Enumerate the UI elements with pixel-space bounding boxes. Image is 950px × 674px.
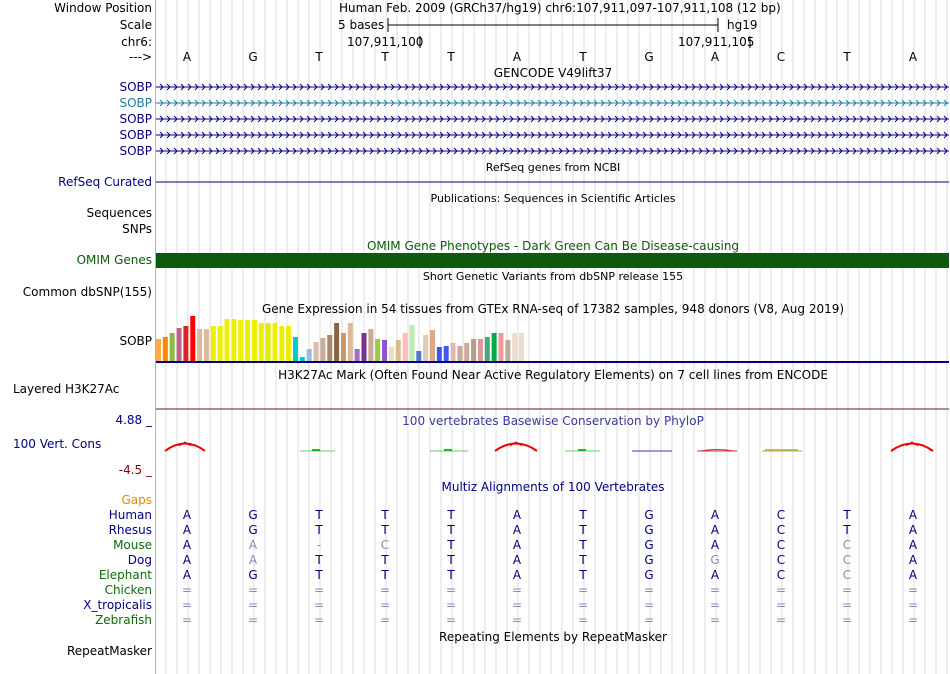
gtex-bar [320, 338, 325, 361]
species-label[interactable]: Human [108, 508, 152, 522]
alignment-base: = [908, 598, 919, 612]
species-label[interactable]: Chicken [104, 583, 152, 597]
gtex-bar [259, 323, 264, 361]
gencode-gene-label[interactable]: SOBP [119, 144, 152, 158]
gtex-bar [341, 333, 346, 361]
alignment-base: = [644, 583, 655, 597]
alignment-base: A [908, 508, 918, 522]
alignment-base: T [381, 553, 389, 567]
alignment-base: C [776, 538, 786, 552]
species-label[interactable]: Mouse [113, 538, 152, 552]
gencode-gene-label[interactable]: SOBP [119, 112, 152, 126]
alignment-base: A [710, 523, 720, 537]
gtex-expression-bars [156, 316, 524, 361]
alignment-base: G [644, 508, 654, 522]
alignment-base: = [908, 613, 919, 627]
gtex-bar [451, 343, 456, 361]
alignment-base: = [512, 613, 523, 627]
gtex-bar [218, 326, 223, 361]
alignment-base: = [842, 613, 853, 627]
alignment-base: T [447, 508, 455, 522]
alignment-base: T [579, 523, 587, 537]
gtex-bar [512, 333, 517, 361]
dbsnp-label[interactable]: Common dbSNP(155) [22, 285, 152, 299]
position-tick-1: 107,911,100 [347, 35, 424, 49]
alignment-base: = [776, 583, 787, 597]
alignment-base: C [776, 568, 786, 582]
alignment-base: C [776, 508, 786, 522]
alignment-base: T [381, 523, 389, 537]
alignment-base: T [381, 508, 389, 522]
alignment-base: C [842, 568, 852, 582]
gtex-bar [307, 349, 312, 361]
gtex-bar [485, 337, 490, 361]
base-letter: A [710, 50, 720, 64]
alignment-base: A [182, 523, 192, 537]
gtex-bar [409, 325, 414, 361]
alignment-base: A [512, 568, 522, 582]
omim-genes-label[interactable]: OMIM Genes [76, 253, 152, 267]
gtex-bar [464, 343, 469, 361]
gencode-track-title[interactable]: GENCODE V49lift37 [493, 66, 613, 80]
gtex-bar [416, 351, 421, 361]
gtex-bar [519, 333, 524, 361]
gtex-bar [430, 330, 435, 361]
alignment-base: C [842, 538, 852, 552]
gtex-bar [300, 357, 305, 361]
scale-bases-text: 5 bases [338, 18, 385, 32]
gtex-bar [183, 326, 188, 361]
alignment-base: T [315, 553, 323, 567]
alignment-base: = [842, 583, 853, 597]
h3k27ac-label[interactable]: Layered H3K27Ac [13, 382, 120, 396]
phylop-label[interactable]: 100 Vert. Cons [13, 437, 102, 451]
dbsnp-track-title[interactable]: Short Genetic Variants from dbSNP release 155 [422, 270, 684, 283]
alignment-base: A [512, 553, 522, 567]
alignment-base: A [182, 508, 192, 522]
alignment-base: G [644, 538, 654, 552]
gtex-gene-label[interactable]: SOBP [119, 334, 152, 348]
scale-label[interactable]: Scale [119, 18, 152, 32]
gtex-bar [396, 340, 401, 361]
alignment-base: = [314, 583, 325, 597]
gtex-track-title[interactable]: Gene Expression in 54 tissues from GTEx RNA-seq of 17382 samples, 948 donors (V8, Aug 2019) [261, 302, 845, 316]
strand-arrow-label[interactable]: ---> [128, 50, 152, 64]
alignment-base: A [248, 538, 258, 552]
window-position-label[interactable]: Window Position [54, 1, 152, 15]
refseq-curated-label[interactable]: RefSeq Curated [58, 175, 152, 189]
species-label[interactable]: Dog [127, 553, 152, 567]
alignment-base: A [512, 523, 522, 537]
base-letter: T [579, 50, 587, 64]
alignment-base: A [908, 538, 918, 552]
h3k27ac-track-title[interactable]: H3K27Ac Mark (Often Found Near Active Regulatory Elements) on 7 cell lines from ENCODE [278, 368, 828, 382]
repeatmasker-label[interactable]: RepeatMasker [66, 644, 152, 658]
gtex-bar [382, 340, 387, 361]
alignment-base: = [776, 613, 787, 627]
gtex-bar [375, 339, 380, 361]
alignment-base: T [579, 553, 587, 567]
phylop-min-value: -4.5 _ [118, 463, 152, 477]
gencode-gene-label[interactable]: SOBP [119, 96, 152, 110]
alignment-base: T [843, 523, 851, 537]
alignment-base: = [512, 598, 523, 612]
species-label[interactable]: X_tropicalis [83, 598, 152, 612]
snps-label[interactable]: SNPs [122, 222, 152, 236]
sequences-label[interactable]: Sequences [86, 206, 152, 220]
alignment-base: = [182, 613, 193, 627]
base-letter: C [776, 50, 786, 64]
phylop-track-title[interactable]: 100 vertebrates Basewise Conservation by PhyloP [402, 414, 704, 428]
gtex-bar [478, 339, 483, 361]
alignment-base: T [315, 568, 323, 582]
base-letter: T [381, 50, 389, 64]
gtex-bar [362, 333, 367, 361]
alignment-base: = [248, 613, 259, 627]
alignment-base: = [644, 613, 655, 627]
alignment-base: = [578, 613, 589, 627]
gtex-bar [252, 320, 257, 361]
species-label[interactable]: Zebrafish [95, 613, 152, 627]
gtex-bar [170, 333, 175, 361]
gtex-bar [314, 342, 319, 361]
alignment-base: A [182, 538, 192, 552]
gtex-bar [471, 339, 476, 361]
base-letter: A [182, 50, 192, 64]
alignment-base: C [842, 553, 852, 567]
alignment-base: = [908, 583, 919, 597]
alignment-base: G [644, 523, 654, 537]
multiz-track-title[interactable]: Multiz Alignments of 100 Vertebrates [441, 480, 665, 494]
gtex-bar [211, 326, 216, 361]
alignment-base: T [843, 508, 851, 522]
gtex-bar [505, 340, 510, 361]
gtex-bar [389, 347, 394, 361]
alignment-base: A [908, 553, 918, 567]
alignment-base: = [314, 613, 325, 627]
gtex-bar [266, 323, 271, 361]
gtex-bar [334, 323, 339, 361]
gtex-bar [231, 319, 236, 361]
alignment-base: T [447, 523, 455, 537]
db-name-text: hg19 [727, 18, 758, 32]
gtex-bar [327, 335, 332, 361]
gtex-bar [245, 320, 250, 361]
gtex-bar [293, 337, 298, 361]
gtex-bar [437, 347, 442, 361]
gtex-bar [286, 326, 291, 361]
omim-track-title[interactable]: OMIM Gene Phenotypes - Dark Green Can Be Disease-causing [366, 239, 740, 253]
phylop-max-value: 4.88 _ [115, 413, 152, 427]
gtex-bar [423, 335, 428, 361]
alignment-base: = [710, 598, 721, 612]
gtex-bar [204, 329, 209, 361]
alignment-base: C [776, 523, 786, 537]
gtex-bar [457, 346, 462, 361]
alignment-base: A [182, 553, 192, 567]
alignment-base: T [315, 523, 323, 537]
gtex-bar [279, 326, 284, 361]
gtex-bar [499, 333, 504, 361]
alignment-base: G [248, 568, 258, 582]
gtex-bar [225, 319, 230, 361]
alignment-base: = [182, 583, 193, 597]
alignment-base: G [248, 523, 258, 537]
alignment-base: = [578, 583, 589, 597]
alignment-base: = [182, 598, 193, 612]
alignment-base: A [710, 568, 720, 582]
gtex-bar [403, 333, 408, 361]
base-letter: G [248, 50, 258, 64]
omim-gene-bar [156, 253, 949, 268]
alignment-base: T [447, 538, 455, 552]
alignment-base: = [380, 583, 391, 597]
gencode-gene-label[interactable]: SOBP [119, 128, 152, 142]
repeatmasker-track-title[interactable]: Repeating Elements by RepeatMasker [439, 630, 667, 644]
alignment-base: = [710, 613, 721, 627]
base-letter: A [512, 50, 522, 64]
gaps-label[interactable]: Gaps [121, 493, 152, 507]
alignment-base: T [315, 508, 323, 522]
alignment-base: = [248, 598, 259, 612]
base-letter: A [908, 50, 918, 64]
alignment-base: G [248, 508, 258, 522]
alignment-base: = [578, 598, 589, 612]
alignment-base: T [381, 568, 389, 582]
species-label[interactable]: Rhesus [108, 523, 152, 537]
gtex-bar [238, 320, 243, 361]
alignment-base: A [908, 523, 918, 537]
alignment-base: T [447, 553, 455, 567]
alignment-base: T [579, 508, 587, 522]
alignment-base: A [908, 568, 918, 582]
alignment-base: G [644, 553, 654, 567]
alignment-base: = [776, 598, 787, 612]
gtex-bar [190, 316, 195, 361]
gtex-bar [177, 328, 182, 361]
alignment-base: - [316, 538, 322, 552]
alignment-base: A [710, 538, 720, 552]
gtex-bar [197, 329, 202, 361]
refseq-track-title[interactable]: RefSeq genes from NCBI [485, 161, 621, 174]
alignment-base: = [380, 598, 391, 612]
base-letter: T [315, 50, 323, 64]
gtex-bar [355, 349, 360, 361]
gtex-bar [444, 346, 449, 361]
alignment-base: T [447, 568, 455, 582]
publications-track-title[interactable]: Publications: Sequences in Scientific Articles [430, 192, 676, 205]
alignment-base: A [512, 508, 522, 522]
alignment-base: C [380, 538, 390, 552]
base-letter: G [644, 50, 654, 64]
alignment-base: A [248, 553, 258, 567]
alignment-base: A [182, 568, 192, 582]
base-letter: T [447, 50, 455, 64]
gtex-bar [163, 337, 168, 361]
gtex-bar [272, 323, 277, 361]
alignment-base: A [710, 508, 720, 522]
alignment-base: = [446, 598, 457, 612]
alignment-base: = [644, 598, 655, 612]
alignment-base: A [512, 538, 522, 552]
base-letter: T [843, 50, 851, 64]
alignment-base: = [512, 583, 523, 597]
gtex-bar [348, 323, 353, 361]
alignment-base: = [710, 583, 721, 597]
gencode-gene-lines [156, 84, 949, 154]
gtex-bar [156, 339, 161, 361]
alignment-base: = [380, 613, 391, 627]
position-tick-2: 107,911,105 [678, 35, 755, 49]
alignment-base: G [644, 568, 654, 582]
alignment-base: T [579, 538, 587, 552]
assembly-position-text: Human Feb. 2009 (GRCh37/hg19) chr6:107,911,097-107,911,108 (12 bp) [339, 1, 781, 15]
alignment-base: = [446, 613, 457, 627]
chromosome-label[interactable]: chr6: [121, 35, 152, 49]
alignment-base: = [446, 583, 457, 597]
species-label[interactable]: Elephant [98, 568, 152, 582]
gencode-gene-label[interactable]: SOBP [119, 80, 152, 94]
phylop-signal [165, 442, 933, 451]
alignment-base: C [776, 553, 786, 567]
alignment-base: = [842, 598, 853, 612]
alignment-base: = [248, 583, 259, 597]
alignment-base: G [710, 553, 720, 567]
alignment-base: = [314, 598, 325, 612]
alignment-base: T [579, 568, 587, 582]
gtex-bar [492, 333, 497, 361]
gtex-bar [368, 329, 373, 361]
